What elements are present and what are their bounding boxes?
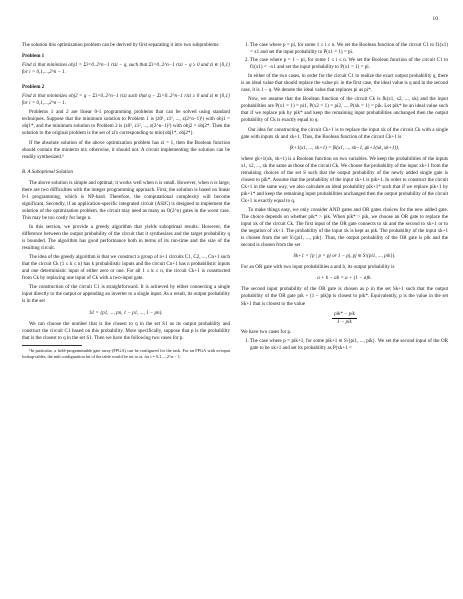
equation-fk: fk+1(x1, ..., xk+1) = fk(x1, ..., xk−1, gk+1(xk, xk+1)), [289, 144, 400, 151]
case-list-1 [241, 42, 448, 71]
subsection-heading: B. A Suboptimal Solution [22, 168, 73, 175]
gate-choice-paragraph: To make things easy, we only consider AND gates and OR gates choices for the new added gate. The choice depends on whether pik* > pik. When pik* > pik, we choose an OR gate to replace the input xk of the circuit Ck. The first input of the OR gate connects to xk and the second to xk+1 or to the negation of xk+1. The probability of the input xk is kept as pik. The probability of the input xk+1 is chosen from the set S\{pi1, ..., pik}. Thus, the output probability of the OR gate is pik and the second is chosen from the set [241, 206, 448, 249]
suboptimal-paragraph-3: The idea of the greedy algorithm is that we construct a group of n+1 circuits C1, C2, ..., Cn+1 such that the circuit Ck (1 ≤ k ≤ n) has k probabilistic inputs and the circuit Cn+1 has n probabilistic inputs and one deterministic input of either zero or one. For all 1 ≤ k ≤ n, the circuit Ck+1 is constructed from Ck by replacing one input of Ck with a two-input gate. [22, 254, 230, 282]
where-paragraph: where gk+1(xk, xk+1) is a Boolean function on two variables. We keep the probabilities of the inputs x1, x2, ..., xk the same as those of the circuit Ck. We choose the probability of the input xk+1 from the remaining choices of the set S such that the output probability of the newly added single gate is closest to pik*. Assume that the probability of the input xk+1 is pik+1. In order to construct the circuit Ck+1 in the same way, we also calculate an ideal probability pik+1* such that if we replace pik+1 by pik+1* and keep the remaining input probabilities unchanged then the output probability of the circuit Ck+1 is exactly equal to q. [241, 155, 448, 204]
fraction-numerator: pik* − pik [332, 311, 357, 319]
suboptimal-paragraph-2: In this section, we provide a greedy algorithm that yields suboptimal results. However, the difference between the output probability of the circuit that it synthesizes and the target probability q is bounded. The algorithm has good performance both in terms of its run-time and the size of the resulting circuit. [22, 223, 230, 252]
case-list-2 [241, 338, 448, 352]
problems-paragraph: Problems 1 and 2 are linear 0-1 programming problems that can be solved using standard techniques. Suppose that the minimum solution to Problem 1 is (z0¹, z1¹, ..., z(2^n−1)¹) with obj1 = obj1*, and the minimum solution to Problem 2 is (z0², z1², ..., z(2^n−1)²) with obj2 = obj2*. Then the solution to the original problem is the set of zi's corresponding to min{obj1*, obj2*}. [22, 109, 230, 137]
footnote: ⁶In particular, a field-programmable gate array (FPGA) can be configured for the task. For an FPGA with m-input lookup-tables, the mth configuration bit of the table would be set to zi, for i = 0,1,...,2^n − 1. [22, 347, 230, 359]
equation-s1: S1 = {p1, ..., pn, 1 − p1, ..., 1 − pn}. [89, 309, 163, 316]
problem2-heading: Problem 2 [22, 84, 45, 91]
case-item-2: 2. The case where p = 1 − pi, for some 1 ≤ i ≤ n. We set the Boolean function of the circuit C1 to f1(x1) = ¬x1 and set the input probability to P(x1 = 1) = pi. [250, 57, 448, 71]
suboptimal-paragraph-1: The above solution is simple and optimal; it works well when n is small. However, when n is large, there are two difficulties with the integer programming approach. First, the solution is based on linear 0-1 programming, which is NP-hard. Therefore, the computational complexity will become significant. Secondly, if an application-specific integrated circuit (ASIC) is designed to implement the solution of the optimization problem, the circuit may need as many as O(2^n) gates in the worst case. This may be too costly for large n. [22, 179, 230, 221]
fraction-denominator: 1 − pik [337, 318, 352, 325]
problem2-statement: Find zi that minimizes obj2 = q − Σi=0..2^n−1 rizi such that q − Σi=0..2^n−1 rizi ≥ 0 and zi ∈ {0,1} for i = 0,1,...,2^n − 1. [22, 93, 230, 107]
case-item-3: 1. The case where p = pik+1, for some pik+1 ∈ S\{pi1, ..., pik}. We set the second input of the OR gate to be xk+1 and set its probability as P(xk+1 = [250, 338, 448, 352]
page-number: 10 [432, 16, 438, 22]
two-cases-paragraph: We have two cases for p. [241, 328, 292, 335]
case-item-1: 1. The case where p = pi, for some 1 ≤ i ≤ n. We set the Boolean function of the circuit C1 to f1(x1) = x1 and set the input probability to P(x1 = 1) = pi. [250, 42, 448, 56]
left-column [22, 42, 230, 362]
fraction-equation [241, 311, 448, 326]
assumption-paragraph: Now, we assume that the Boolean function of the circuit Ck is fk(x1, x2, ..., xk) and the input probabilities are P(x1 = 1) = pi1, P(x2 = 1) = pi2, ..., P(xk = 1) = pik. Let pik* be an ideal value such that if we replace pik by pik* and keep the remaining input probabilities unchanged then the output probability of Ck is exactly equal to q. [241, 96, 448, 124]
intro-paragraph: The solution this optimization problem can be derived by first separating it into two subproblems: [22, 42, 220, 48]
suboptimal-paragraph-4: The construction of the circuit C1 is straightforward. It is achieved by either connecting a single input directly to the output or appending an inverter to a single input. As a result, its output probability is in the set [22, 284, 230, 305]
second-input-paragraph: The second input probability of the OR gate is chosen as p in the set Sk+1 such that the output probability of the OR gate pik + (1 − pik)p is closest to pik*. Equivalently, p is the value in the set Sk+1 that is closest to the value [241, 286, 448, 307]
suboptimal-paragraph-5: We can choose the number that is the closest to q in the set S1 as its output probability and construct the circuit C1 based on this probability. More specifically, suppose that p is the probability that is the closest to q in the set S1. Then we have the following two cases for p. [22, 320, 230, 341]
equation-or: a + b − ab = a + (1 − a)b. [317, 275, 372, 282]
absolute-solution-paragraph: If the absolute solution of the above optimization problem has zi = 1, then the Boolean function should contain the minterm mi; otherwise, it should not. A circuit implementing the solution can be readily synthesized.⁶ [22, 139, 230, 160]
ideal-value-paragraph: In either of the two cases, in order for the circuit C1 to realize the exact output probability q, there is an ideal value that should replace the value pi: in the first case, the ideal value is q and in the second case, it is 1 − q. We denote the ideal value that replaces pi as pi*. [241, 73, 448, 94]
or-gate-paragraph: For an OR gate with two input probabilities a and b, its output probability is [241, 264, 395, 271]
right-column [241, 42, 448, 354]
footnote-rule [22, 345, 82, 346]
construction-paragraph: Our idea for constructing the circuit Ck+1 is to replace the input xk of the circuit Ck with a single gate with inputs xk and xk+1. Thus, the Boolean function of the circuit Ck+1 is [241, 126, 448, 140]
equation-sk1: Sk+1 = {p | p = pj or 1 − pj, pj ∈ S\{pi1, ..., pik}}. [293, 253, 396, 260]
problem1-heading: Problem 1 [22, 53, 45, 60]
problem1-statement: Find zi that minimizes obj1 = Σi=0..2^n−1 rizi − q, such that Σi=0..2^n−1 rizi − q ≥ 0 and zi ∈ {0,1} for i = 0,1,...,2^n − 1. [22, 62, 230, 76]
